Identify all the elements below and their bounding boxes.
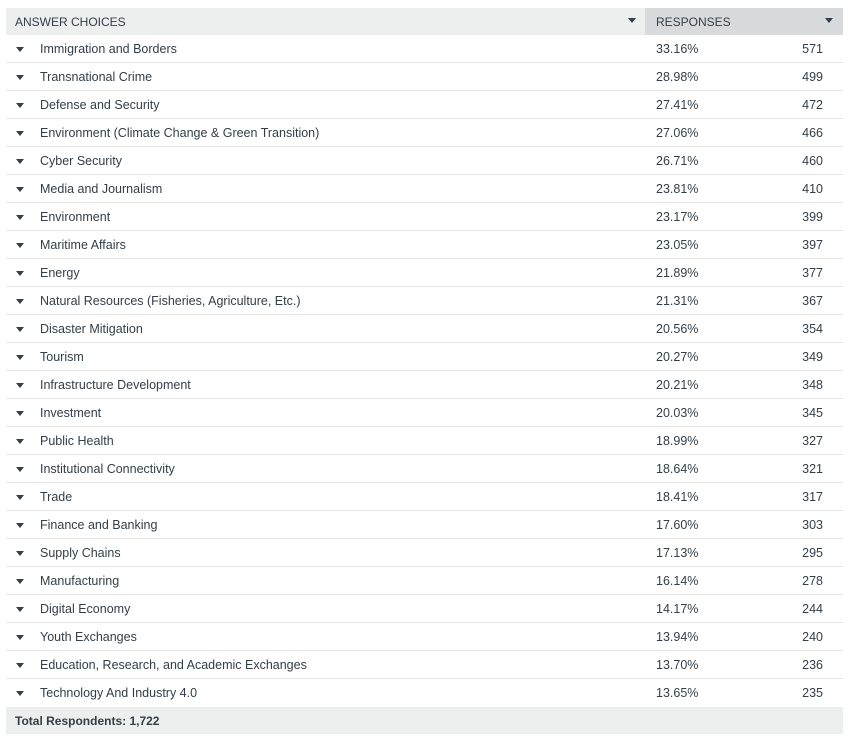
responses-header[interactable]	[645, 8, 843, 35]
expand-caret-icon[interactable]	[16, 607, 24, 612]
answer-choices-sort-icon[interactable]	[628, 18, 636, 23]
answer-choice-label[interactable]: Cyber Security	[40, 154, 122, 168]
answer-choice-label[interactable]: Environment (Climate Change & Green Transition)	[40, 126, 320, 140]
expand-caret-icon[interactable]	[16, 663, 24, 668]
response-percent: 21.31%	[656, 294, 699, 308]
answer-choice-label[interactable]: Supply Chains	[40, 546, 121, 560]
expand-caret-icon[interactable]	[16, 579, 24, 584]
table-row	[6, 119, 843, 147]
response-percent: 33.16%	[656, 42, 699, 56]
answer-choice-label[interactable]: Infrastructure Development	[40, 378, 191, 392]
table-footer	[6, 707, 843, 734]
expand-caret-icon[interactable]	[16, 383, 24, 388]
table-row	[6, 287, 843, 315]
responses-table	[6, 8, 843, 734]
expand-caret-icon[interactable]	[16, 355, 24, 360]
response-percent: 23.05%	[656, 238, 699, 252]
answer-choices-header[interactable]	[6, 8, 645, 35]
responses-sort-icon[interactable]	[825, 18, 833, 23]
response-percent: 16.14%	[656, 574, 699, 588]
expand-caret-icon[interactable]	[16, 47, 24, 52]
answer-choice-label[interactable]: Defense and Security	[40, 98, 160, 112]
response-count: 348	[802, 378, 823, 392]
table-row	[6, 371, 843, 399]
expand-caret-icon[interactable]	[16, 411, 24, 416]
response-percent: 13.70%	[656, 658, 699, 672]
total-respondents: Total Respondents: 1,722	[15, 713, 160, 728]
answer-choice-label[interactable]: Finance and Banking	[40, 518, 158, 532]
table-row	[6, 567, 843, 595]
response-count: 295	[802, 546, 823, 560]
answer-choice-label[interactable]: Manufacturing	[40, 574, 120, 588]
response-count: 472	[802, 98, 823, 112]
answer-choice-label[interactable]: Media and Journalism	[40, 182, 163, 196]
answer-choice-label[interactable]: Energy	[40, 266, 80, 280]
answer-choice-label[interactable]: Transnational Crime	[40, 70, 153, 84]
expand-caret-icon[interactable]	[16, 75, 24, 80]
response-percent: 27.06%	[656, 126, 699, 140]
expand-caret-icon[interactable]	[16, 691, 24, 696]
expand-caret-icon[interactable]	[16, 243, 24, 248]
expand-caret-icon[interactable]	[16, 103, 24, 108]
response-percent: 23.81%	[656, 182, 699, 196]
table-row	[6, 511, 843, 539]
answer-choice-label[interactable]: Education, Research, and Academic Exchanges	[40, 658, 307, 672]
response-count: 321	[802, 462, 823, 476]
answer-choice-label[interactable]: Natural Resources (Fisheries, Agriculture, Etc.)	[40, 294, 301, 308]
table-row	[6, 399, 843, 427]
expand-caret-icon[interactable]	[16, 439, 24, 444]
response-count: 236	[802, 658, 823, 672]
response-count: 349	[802, 350, 823, 364]
answer-choice-label[interactable]: Institutional Connectivity	[40, 462, 175, 476]
response-percent: 21.89%	[656, 266, 699, 280]
response-percent: 20.21%	[656, 378, 699, 392]
table-header	[6, 8, 843, 35]
response-count: 278	[802, 574, 823, 588]
answer-choice-label[interactable]: Youth Exchanges	[40, 630, 137, 644]
answer-choice-label[interactable]: Trade	[40, 490, 73, 504]
response-percent: 28.98%	[656, 70, 699, 84]
table-row	[6, 623, 843, 651]
table-row	[6, 203, 843, 231]
answer-choice-label[interactable]: Tourism	[40, 350, 84, 364]
response-count: 571	[802, 42, 823, 56]
expand-caret-icon[interactable]	[16, 299, 24, 304]
expand-caret-icon[interactable]	[16, 215, 24, 220]
expand-caret-icon[interactable]	[16, 495, 24, 500]
answer-choice-label[interactable]: Public Health	[40, 434, 114, 448]
table-row	[6, 483, 843, 511]
response-count: 377	[802, 266, 823, 280]
expand-caret-icon[interactable]	[16, 551, 24, 556]
response-percent: 23.17%	[656, 210, 699, 224]
table-row	[6, 35, 843, 63]
response-count: 397	[802, 238, 823, 252]
expand-caret-icon[interactable]	[16, 523, 24, 528]
answer-choice-label[interactable]: Investment	[40, 406, 102, 420]
table-row	[6, 679, 843, 707]
response-percent: 26.71%	[656, 154, 699, 168]
response-percent: 18.64%	[656, 462, 699, 476]
response-percent: 20.56%	[656, 322, 699, 336]
answer-choice-label[interactable]: Immigration and Borders	[40, 42, 177, 56]
expand-caret-icon[interactable]	[16, 159, 24, 164]
response-percent: 17.13%	[656, 546, 699, 560]
table-row	[6, 343, 843, 371]
response-percent: 17.60%	[656, 518, 699, 532]
expand-caret-icon[interactable]	[16, 635, 24, 640]
answer-choices-header-label: ANSWER CHOICES	[15, 14, 126, 29]
expand-caret-icon[interactable]	[16, 467, 24, 472]
table-row	[6, 175, 843, 203]
response-count: 345	[802, 406, 823, 420]
response-count: 235	[802, 686, 823, 700]
answer-choice-label[interactable]: Technology And Industry 4.0	[40, 686, 198, 700]
expand-caret-icon[interactable]	[16, 271, 24, 276]
answer-choice-label[interactable]: Maritime Affairs	[40, 238, 126, 252]
responses-header-label: RESPONSES	[656, 14, 731, 29]
response-count: 317	[802, 490, 823, 504]
table-row	[6, 455, 843, 483]
response-count: 499	[802, 70, 823, 84]
response-percent: 27.41%	[656, 98, 699, 112]
response-percent: 20.27%	[656, 350, 699, 364]
response-count: 399	[802, 210, 823, 224]
expand-caret-icon[interactable]	[16, 327, 24, 332]
answer-choice-label[interactable]: Environment	[40, 210, 111, 224]
response-percent: 18.41%	[656, 490, 699, 504]
table-row	[6, 259, 843, 287]
response-percent: 20.03%	[656, 406, 699, 420]
answer-choice-label[interactable]: Digital Economy	[40, 602, 131, 616]
table-row	[6, 91, 843, 119]
expand-caret-icon[interactable]	[16, 131, 24, 136]
response-count: 244	[802, 602, 823, 616]
expand-caret-icon[interactable]	[16, 187, 24, 192]
table-body	[6, 35, 843, 707]
table-row	[6, 63, 843, 91]
response-count: 303	[802, 518, 823, 532]
response-percent: 14.17%	[656, 602, 699, 616]
table-row	[6, 231, 843, 259]
response-count: 410	[802, 182, 823, 196]
response-percent: 18.99%	[656, 434, 699, 448]
table-row	[6, 427, 843, 455]
response-count: 460	[802, 154, 823, 168]
table-row	[6, 595, 843, 623]
response-count: 240	[802, 630, 823, 644]
table-row	[6, 539, 843, 567]
response-count: 354	[802, 322, 823, 336]
response-count: 367	[802, 294, 823, 308]
response-count: 327	[802, 434, 823, 448]
response-count: 466	[802, 126, 823, 140]
answer-choice-label[interactable]: Disaster Mitigation	[40, 322, 143, 336]
table-row	[6, 147, 843, 175]
response-percent: 13.65%	[656, 686, 699, 700]
response-percent: 13.94%	[656, 630, 699, 644]
table-row	[6, 651, 843, 679]
table-row	[6, 315, 843, 343]
